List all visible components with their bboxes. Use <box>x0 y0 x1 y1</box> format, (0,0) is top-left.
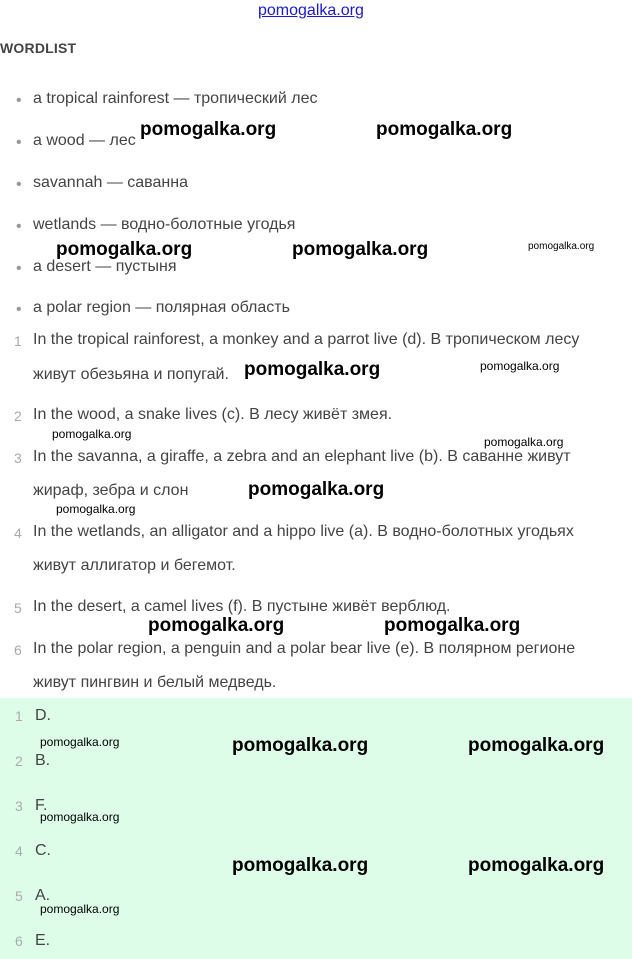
answer-line: In the polar region, a penguin and a polar bear live (e). В полярном регионе <box>33 640 576 657</box>
answer-line: In the tropical rainforest, a monkey and a parrot live (d). В тропическом лесу <box>33 331 580 348</box>
key-number: 6 <box>15 933 23 949</box>
bullet-icon: • <box>16 134 22 151</box>
watermark: pomogalka.org <box>56 239 193 260</box>
watermark: pomogalka.org <box>480 359 560 373</box>
watermark: pomogalka.org <box>468 735 605 756</box>
watermark: pomogalka.org <box>384 615 521 636</box>
watermark: pomogalka.org <box>40 810 120 824</box>
watermark: pomogalka.org <box>232 735 369 756</box>
key-letter: A. <box>35 887 51 904</box>
key-number: 4 <box>15 843 23 859</box>
wordlist-item: a tropical rainforest — тропический лес <box>33 90 318 107</box>
answer-number: 2 <box>14 408 22 424</box>
watermark: pomogalka.org <box>468 855 605 876</box>
key-letter: E. <box>35 932 51 949</box>
watermark: pomogalka.org <box>140 119 277 140</box>
answer-line: живут пингвин и белый медведь. <box>33 674 277 691</box>
watermark: pomogalka.org <box>56 502 136 516</box>
key-letter: C. <box>35 842 51 859</box>
bullet-icon: • <box>16 92 22 109</box>
answer-number: 6 <box>14 642 22 658</box>
answer-line: In the savanna, a giraffe, a zebra and an elephant live (b). В саванне живут <box>33 448 571 465</box>
watermark: pomogalka.org <box>244 359 381 380</box>
bullet-icon: • <box>16 176 22 193</box>
wordlist-title: WORDLIST <box>0 40 77 56</box>
answer-number: 3 <box>14 450 22 466</box>
watermark: pomogalka.org <box>148 615 285 636</box>
bullet-icon: • <box>16 218 22 235</box>
key-letter: F. <box>35 797 48 814</box>
answer-line: жираф, зебра и слон <box>33 482 189 499</box>
key-number: 3 <box>15 798 23 814</box>
answer-number: 4 <box>14 525 22 541</box>
watermark: pomogalka.org <box>248 479 385 500</box>
watermark: pomogalka.org <box>40 902 120 916</box>
watermark: pomogalka.org <box>40 735 120 749</box>
watermark: pomogalka.org <box>528 241 595 252</box>
watermark: pomogalka.org <box>484 435 564 449</box>
key-number: 2 <box>15 753 23 769</box>
wordlist-item: savannah — саванна <box>33 174 188 191</box>
answer-line: In the wood, a snake lives (c). В лесу живёт змея. <box>33 406 393 423</box>
key-number: 5 <box>15 888 23 904</box>
answer-line: In the wetlands, an alligator and a hippo live (a). В водно-болотных угодьях <box>33 523 574 540</box>
watermark: pomogalka.org <box>52 427 132 441</box>
answer-line: живут обезьяна и попугай. <box>33 366 229 383</box>
answer-number: 1 <box>14 333 22 349</box>
answer-number: 5 <box>14 600 22 616</box>
wordlist-item: a wood — лес <box>33 132 136 149</box>
answer-line: In the desert, a camel lives (f). В пустыне живёт верблюд. <box>33 598 451 615</box>
answer-line: живут аллигатор и бегемот. <box>33 557 236 574</box>
watermark: pomogalka.org <box>292 239 429 260</box>
watermark: pomogalka.org <box>376 119 513 140</box>
key-letter: D. <box>35 707 51 724</box>
wordlist-item: a polar region — полярная область <box>33 299 290 316</box>
site-link[interactable]: pomogalka.org <box>258 2 364 19</box>
bullet-icon: • <box>16 260 22 277</box>
wordlist-item: a desert — пустыня <box>33 258 177 275</box>
key-number: 1 <box>15 708 23 724</box>
key-letter: B. <box>35 752 51 769</box>
bullet-icon: • <box>16 301 22 318</box>
watermark: pomogalka.org <box>232 855 369 876</box>
wordlist-item: wetlands — водно-болотные угодья <box>33 216 296 233</box>
